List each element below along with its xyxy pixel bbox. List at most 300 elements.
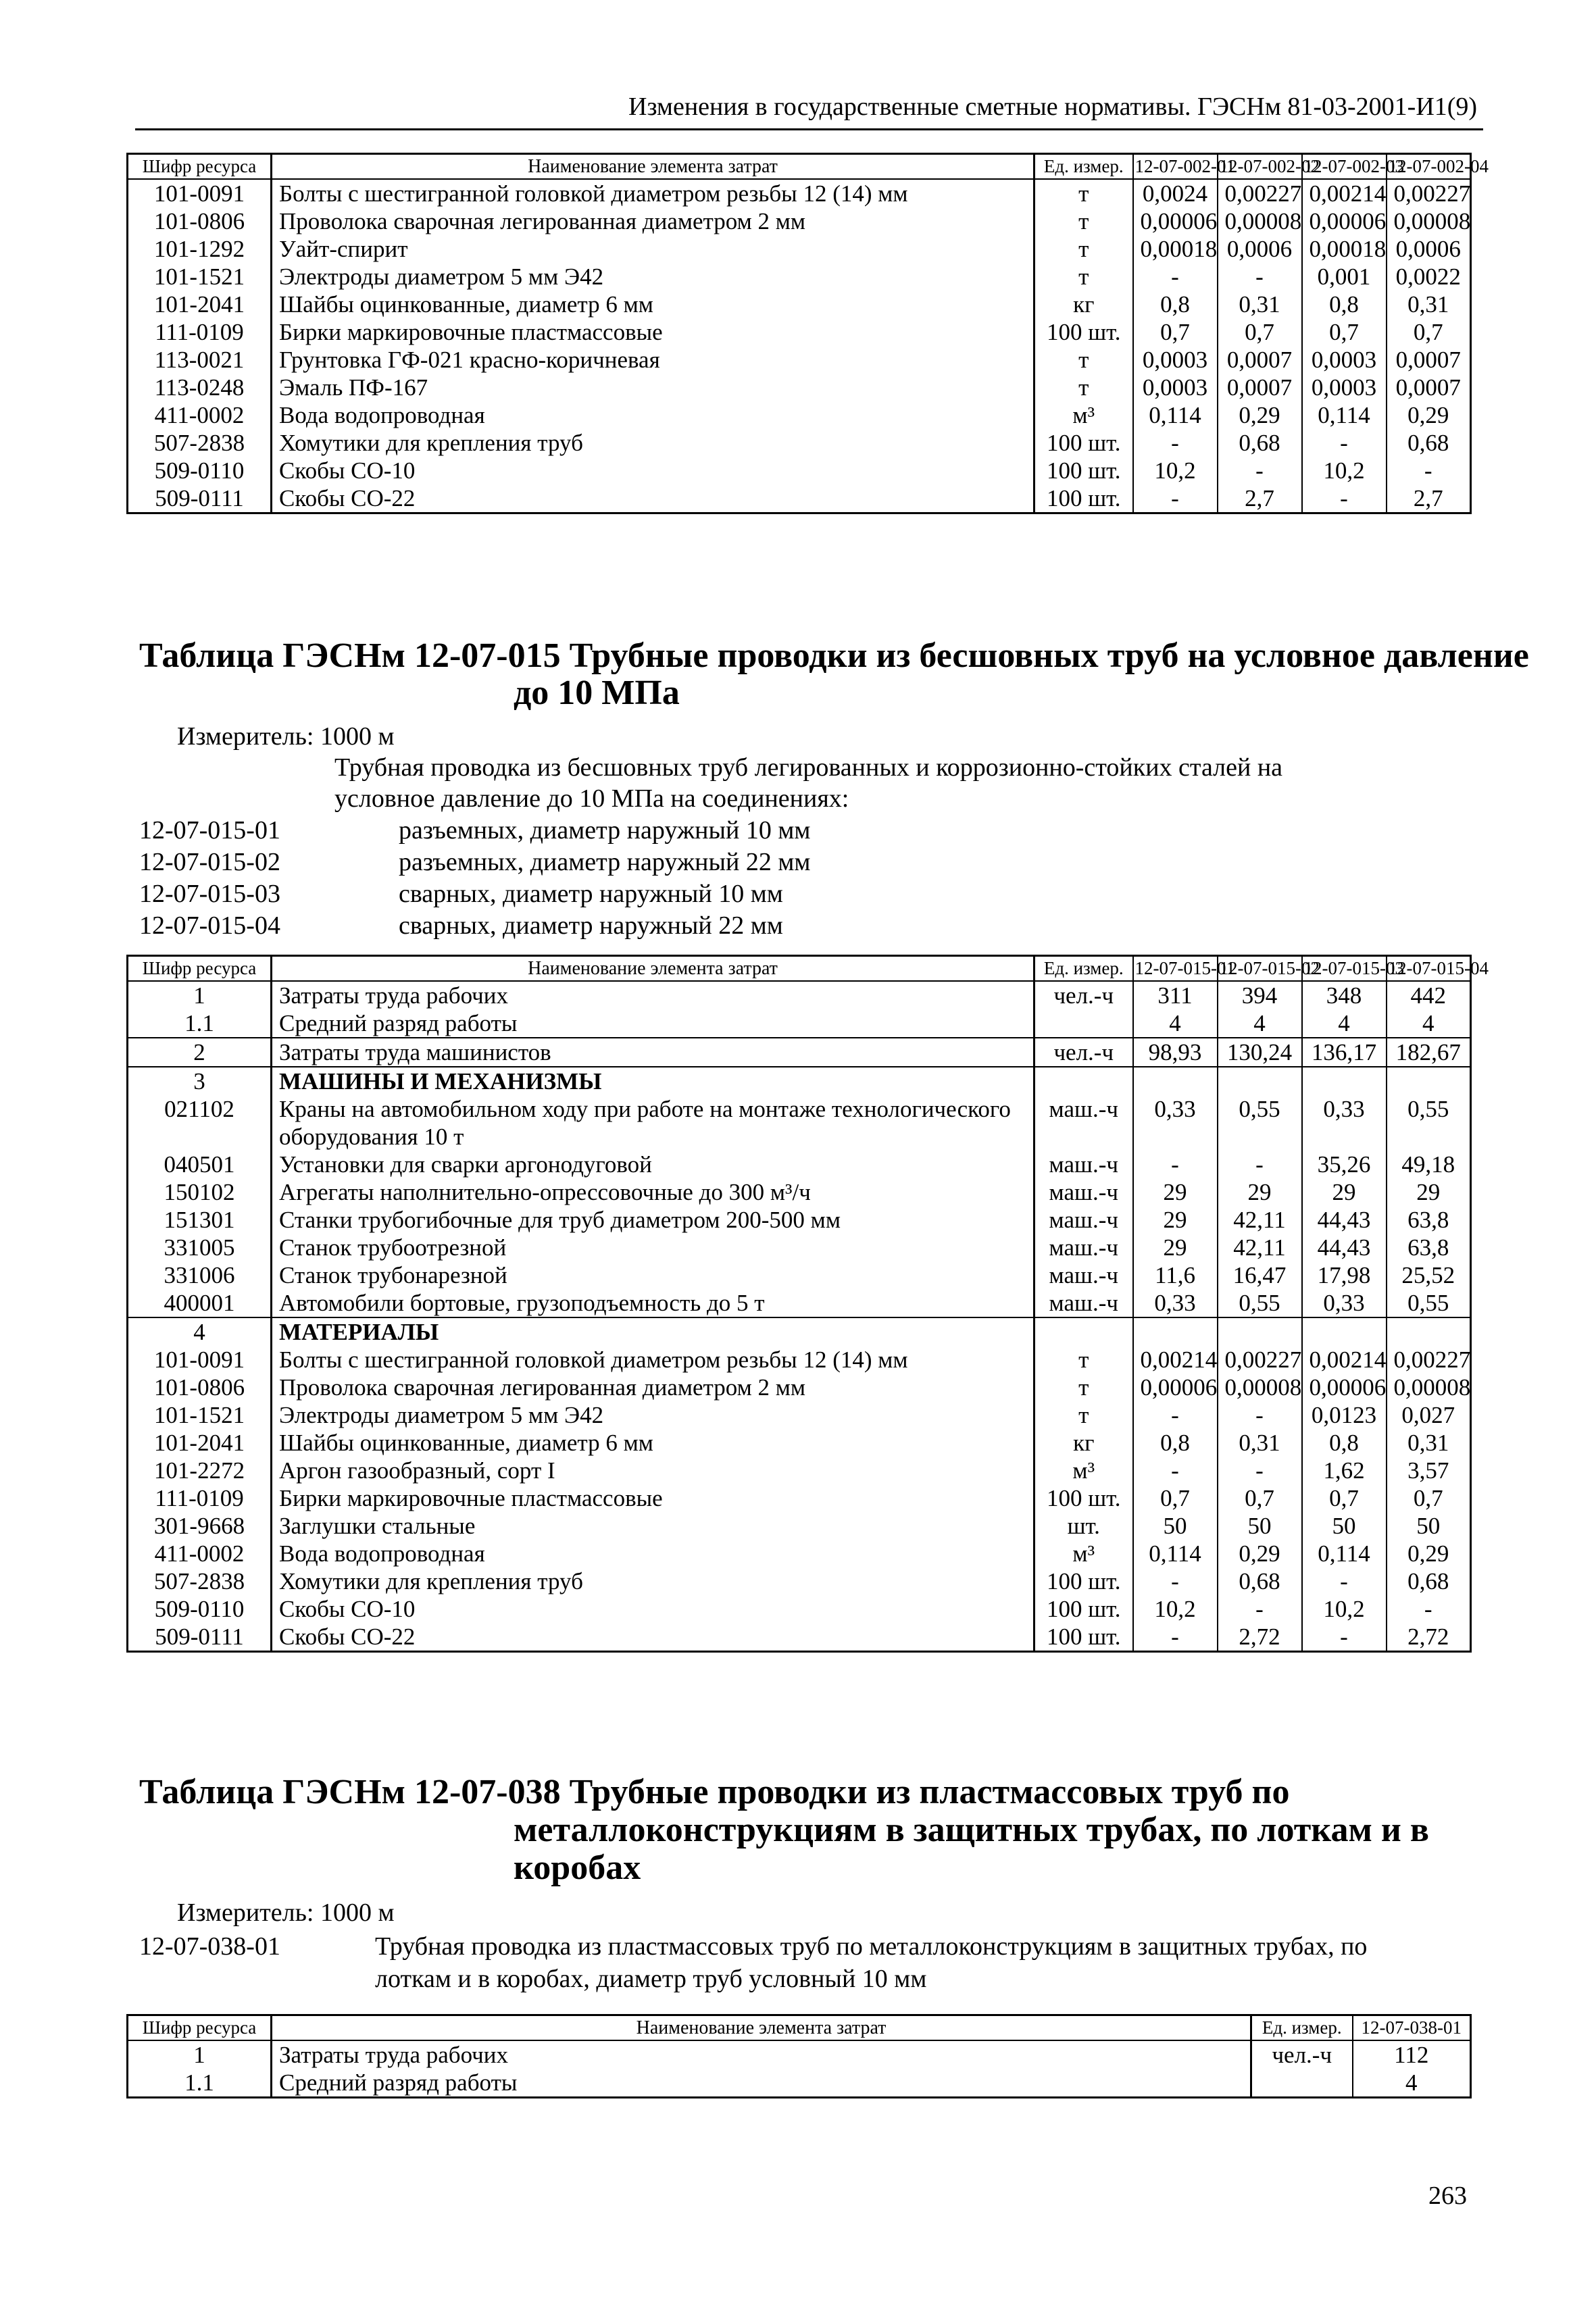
resource-name: Затраты труда машинистов	[272, 1038, 1034, 1067]
table-row	[128, 981, 1471, 1009]
norm-value: -	[1218, 1595, 1302, 1623]
resource-name: Станок трубоотрезной	[272, 1234, 1034, 1261]
resource-name: Хомутики для крепления труб	[272, 429, 1034, 457]
resource-unit: маш.-ч	[1034, 1206, 1133, 1234]
norm-value: 29	[1133, 1206, 1218, 1234]
table-row	[128, 346, 1471, 374]
norm-value: 0,68	[1218, 429, 1302, 457]
resource-code: 3	[128, 1067, 272, 1095]
resource-name: Грунтовка ГФ-021 красно-коричневая	[272, 346, 1034, 374]
norm-value: -	[1133, 1623, 1218, 1652]
norm-value: 0,55	[1387, 1095, 1471, 1151]
col-header-name: Наименование элемента затрат	[272, 956, 1034, 982]
resource-unit: 100 шт.	[1034, 318, 1133, 346]
table-row	[128, 207, 1471, 235]
table-row	[128, 2069, 1471, 2098]
norm-value: 0,8	[1133, 1429, 1218, 1457]
norm-value: 0,00227	[1218, 179, 1302, 207]
norm-value: -	[1302, 1567, 1387, 1595]
norm-value: 98,93	[1133, 1038, 1218, 1067]
norm-text: разъемных, диаметр наружный 10 мм	[399, 816, 811, 845]
resource-code: 411-0002	[154, 1540, 245, 1567]
table-body	[128, 179, 1471, 513]
table-row	[128, 263, 1471, 291]
norm-value: 49,18	[1387, 1151, 1471, 1178]
norm-value: -	[1133, 1401, 1218, 1429]
section-row	[128, 1317, 1471, 1346]
resource-name: Электроды диаметром 5 мм Э42	[272, 1401, 1034, 1429]
col-header-norm: 12-07-038-01	[1353, 2015, 1471, 2041]
resource-name: Средний разряд работы	[272, 2069, 1251, 2098]
norm-value: 0,027	[1387, 1401, 1471, 1429]
norm-value: 0,00018	[1302, 235, 1387, 263]
resource-name: Станок трубонарезной	[272, 1261, 1034, 1289]
norm-value: -	[1387, 457, 1471, 484]
norm-value: 0,00227	[1218, 1346, 1302, 1374]
norm-value: 2,7	[1218, 484, 1302, 513]
resource-code: 101-0091	[153, 1347, 245, 1373]
col-header-name: Наименование элемента затрат	[272, 2015, 1251, 2041]
norm-value: -	[1387, 1595, 1471, 1623]
norm-value: 0,68	[1387, 1567, 1471, 1595]
norm-value: 0,00008	[1218, 1374, 1302, 1401]
norm-value: 0,0007	[1387, 374, 1471, 401]
norm-value: 0,00018	[1133, 235, 1218, 263]
table-row	[128, 1095, 1471, 1151]
resource-code: 509-0111	[155, 1624, 244, 1650]
norm-value: 0,0003	[1133, 374, 1218, 401]
norm-value: 0,7	[1218, 1484, 1302, 1512]
norm-value: -	[1133, 263, 1218, 291]
col-header-norm: 12-07-015-03	[1302, 956, 1387, 982]
resource-unit: 100 шт.	[1034, 429, 1133, 457]
header-rule	[135, 128, 1483, 130]
resource-name: Эмаль ПФ-167	[272, 374, 1034, 401]
norm-code: 12-07-015-01	[139, 816, 280, 845]
resource-name: Затраты труда рабочих	[272, 981, 1034, 1009]
norm-value	[1302, 1317, 1387, 1346]
resource-name: Электроды диаметром 5 мм Э42	[272, 263, 1034, 291]
norm-value: 0,68	[1218, 1567, 1302, 1595]
table-title-12-07-015-cont: до 10 МПа	[514, 674, 680, 712]
norm-value: 63,8	[1387, 1234, 1471, 1261]
resource-name: Скобы СО-10	[272, 457, 1034, 484]
resource-unit: т	[1034, 207, 1133, 235]
norm-value: -	[1133, 1457, 1218, 1484]
resource-name: МАШИНЫ И МЕХАНИЗМЫ	[272, 1067, 1034, 1095]
norm-value: 50	[1133, 1512, 1218, 1540]
norm-value: 130,24	[1218, 1038, 1302, 1067]
norm-value: -	[1302, 1623, 1387, 1652]
norm-value: 44,43	[1302, 1206, 1387, 1234]
resource-code: 1	[193, 2042, 205, 2068]
norm-value: 394	[1218, 981, 1302, 1009]
norm-value: 17,98	[1302, 1261, 1387, 1289]
norm-value: 4	[1387, 1009, 1471, 1038]
resource-code: 509-0110	[154, 1596, 245, 1622]
norm-value: 42,11	[1218, 1206, 1302, 1234]
table-row	[128, 291, 1471, 318]
norm-value: 50	[1387, 1512, 1471, 1540]
norm-value: 0,001	[1302, 263, 1387, 291]
norm-value: -	[1218, 457, 1302, 484]
norm-value: -	[1218, 263, 1302, 291]
table-row	[128, 1401, 1471, 1429]
norm-value: 0,0006	[1387, 235, 1471, 263]
norm-value: -	[1133, 1567, 1218, 1595]
table-row	[128, 1512, 1471, 1540]
resource-code: 509-0111	[155, 485, 244, 511]
resource-name: Вода водопроводная	[272, 1540, 1034, 1567]
work-description-cont: условное давление до 10 МПа на соединениях:	[334, 784, 849, 813]
resource-code: 411-0002	[154, 402, 245, 428]
resource-code: 101-2041	[153, 1430, 245, 1456]
resource-code: 111-0109	[155, 319, 244, 345]
norm-value: 0,00008	[1387, 1374, 1471, 1401]
table-header-row	[128, 2015, 1471, 2041]
norm-value: 16,47	[1218, 1261, 1302, 1289]
resource-table-12-07-038	[126, 2014, 1472, 2098]
resource-name: Вода водопроводная	[272, 401, 1034, 429]
norm-value: 0,31	[1387, 1429, 1471, 1457]
table-row	[128, 1151, 1471, 1178]
norm-value: 0,114	[1302, 1540, 1387, 1567]
resource-code: 113-0021	[154, 347, 245, 373]
resource-name: Станки трубогибочные для труб диаметром 200-500 мм	[272, 1206, 1034, 1234]
resource-unit: маш.-ч	[1034, 1178, 1133, 1206]
norm-value: 10,2	[1133, 457, 1218, 484]
table-row	[128, 429, 1471, 457]
norm-value: 42,11	[1218, 1234, 1302, 1261]
resource-unit: кг	[1034, 291, 1133, 318]
resource-code: 101-1521	[153, 1402, 245, 1428]
norm-value: 0,31	[1218, 291, 1302, 318]
table-title-12-07-015: Таблица ГЭСНм 12-07-015 Трубные проводки из бесшовных труб на условное давление	[139, 636, 1529, 675]
resource-code: 101-0091	[153, 180, 245, 207]
resource-unit	[1034, 1317, 1133, 1346]
resource-code: 331005	[164, 1234, 235, 1261]
norm-value: -	[1218, 1457, 1302, 1484]
norm-value: 2,72	[1387, 1623, 1471, 1652]
resource-code: 507-2838	[153, 430, 245, 456]
norm-value: 1,62	[1302, 1457, 1387, 1484]
norm-value: 0,114	[1302, 401, 1387, 429]
running-header: Изменения в государственные сметные нормативы. ГЭСНм 81-03-2001-И1(9)	[628, 93, 1478, 121]
norm-value	[1387, 1317, 1471, 1346]
table-header-row	[128, 956, 1471, 982]
norm-value: -	[1302, 484, 1387, 513]
norm-value: 25,52	[1387, 1261, 1471, 1289]
norm-value: 0,114	[1133, 1540, 1218, 1567]
norm-value: 0,7	[1302, 1484, 1387, 1512]
resource-name: Проволока сварочная легированная диаметром 2 мм	[272, 207, 1034, 235]
resource-code: 400001	[164, 1290, 235, 1316]
table-row	[128, 374, 1471, 401]
norm-value: 0,114	[1133, 401, 1218, 429]
resource-name: Болты с шестигранной головкой диаметром резьбы 12 (14) мм	[272, 179, 1034, 207]
table-row	[128, 1484, 1471, 1512]
norm-code: 12-07-015-03	[139, 880, 280, 908]
meter-label: Измеритель: 1000 м	[177, 722, 395, 751]
norm-value: 182,67	[1387, 1038, 1471, 1067]
resource-unit: т	[1034, 1346, 1133, 1374]
norm-value: 29	[1302, 1178, 1387, 1206]
resource-unit: чел.-ч	[1034, 1038, 1133, 1067]
norm-value: 29	[1133, 1234, 1218, 1261]
norm-code: 12-07-015-04	[139, 911, 280, 940]
norm-value: 0,29	[1387, 1540, 1471, 1567]
norm-value: 50	[1302, 1512, 1387, 1540]
resource-code: 2	[128, 1038, 272, 1067]
norm-value: 2,7	[1387, 484, 1471, 513]
norm-value: 0,00227	[1387, 179, 1471, 207]
norm-text-cont: лоткам и в коробах, диаметр труб условный 10 мм	[375, 1965, 927, 1993]
resource-name: Средний разряд работы	[272, 1009, 1034, 1038]
col-header-norm: 12-07-002-02	[1218, 154, 1302, 180]
table-row	[128, 484, 1471, 513]
table-row	[128, 2040, 1471, 2069]
resource-name: Проволока сварочная легированная диаметром 2 мм	[272, 1374, 1034, 1401]
table-row	[128, 1206, 1471, 1234]
resource-code: 021102	[164, 1096, 234, 1122]
norm-value: -	[1302, 429, 1387, 457]
resource-name: Хомутики для крепления труб	[272, 1567, 1034, 1595]
table-row	[128, 1178, 1471, 1206]
norm-value: 3,57	[1387, 1457, 1471, 1484]
resource-name: Автомобили бортовые, грузоподъемность до 5 т	[272, 1289, 1034, 1317]
norm-value	[1133, 1317, 1218, 1346]
norm-value: 0,8	[1302, 291, 1387, 318]
resource-code: 1	[193, 982, 205, 1009]
table-body	[128, 2040, 1471, 2098]
section-row	[128, 1067, 1471, 1095]
resource-name: Шайбы оцинкованные, диаметр 6 мм	[272, 291, 1034, 318]
col-header-norm: 12-07-002-03	[1302, 154, 1387, 180]
resource-code: 509-0110	[154, 457, 245, 484]
table-row	[128, 318, 1471, 346]
norm-value: 0,33	[1133, 1289, 1218, 1317]
table-row	[128, 1374, 1471, 1401]
norm-value: 0,7	[1387, 318, 1471, 346]
norm-value: 0,33	[1302, 1095, 1387, 1151]
resource-code: 101-2041	[153, 291, 245, 318]
table-row	[128, 1234, 1471, 1261]
resource-code: 111-0109	[155, 1485, 244, 1511]
norm-value: 11,6	[1133, 1261, 1218, 1289]
norm-value: 0,55	[1218, 1289, 1302, 1317]
norm-value: 44,43	[1302, 1234, 1387, 1261]
table-row	[128, 1540, 1471, 1567]
resource-code: 151301	[164, 1207, 235, 1233]
norm-value: 0,00008	[1218, 207, 1302, 235]
norm-value: 0,0003	[1133, 346, 1218, 374]
resource-name: МАТЕРИАЛЫ	[272, 1317, 1034, 1346]
norm-code: 12-07-038-01	[139, 1932, 280, 1961]
table-row	[128, 1261, 1471, 1289]
resource-name: Уайт-спирит	[272, 235, 1034, 263]
page-number: 263	[1428, 2182, 1467, 2210]
resource-unit: чел.-ч	[1251, 2040, 1353, 2069]
col-header-unit: Ед. измер.	[1034, 956, 1133, 982]
norm-value: 0,33	[1133, 1095, 1218, 1151]
norm-value: 0,68	[1387, 429, 1471, 457]
resource-name: Скобы СО-22	[272, 1623, 1034, 1652]
resource-name: Установки для сварки аргонодуговой	[272, 1151, 1034, 1178]
resource-code: 301-9668	[153, 1513, 245, 1539]
norm-value: 0,0022	[1387, 263, 1471, 291]
resource-unit: 100 шт.	[1034, 1595, 1133, 1623]
norm-value: 442	[1387, 981, 1471, 1009]
norm-value: 0,0123	[1302, 1401, 1387, 1429]
norm-text: Трубная проводка из пластмассовых труб по металлоконструкциям в защитных трубах, по	[375, 1932, 1368, 1961]
resource-unit: шт.	[1034, 1512, 1133, 1540]
table-row	[128, 1038, 1471, 1067]
resource-unit: м³	[1034, 1457, 1133, 1484]
norm-value: 63,8	[1387, 1206, 1471, 1234]
norm-value: 4	[1218, 1009, 1302, 1038]
col-header-code: Шифр ресурса	[128, 956, 272, 982]
norm-value: -	[1133, 1151, 1218, 1178]
norm-value: 0,00214	[1133, 1346, 1218, 1374]
col-header-norm: 12-07-015-02	[1218, 956, 1302, 982]
norm-value: 0,0007	[1387, 346, 1471, 374]
norm-text: разъемных, диаметр наружный 22 мм	[399, 848, 811, 876]
resource-name: Скобы СО-10	[272, 1595, 1034, 1623]
resource-unit: т	[1034, 179, 1133, 207]
norm-value: 348	[1302, 981, 1387, 1009]
norm-value: 4	[1353, 2069, 1471, 2098]
norm-value: 0,7	[1133, 318, 1218, 346]
norm-value: 29	[1218, 1178, 1302, 1206]
norm-value: 0,00214	[1302, 1346, 1387, 1374]
resource-name: Затраты труда рабочих	[272, 2040, 1251, 2069]
resource-unit: маш.-ч	[1034, 1261, 1133, 1289]
norm-value: 29	[1133, 1178, 1218, 1206]
resource-code: 040501	[164, 1151, 235, 1178]
resource-unit	[1034, 1009, 1133, 1038]
norm-value: 0,00006	[1302, 1374, 1387, 1401]
norm-value	[1387, 1067, 1471, 1095]
norm-value	[1302, 1067, 1387, 1095]
table-row	[128, 1346, 1471, 1374]
norm-value: 0,29	[1387, 401, 1471, 429]
col-header-norm: 12-07-015-01	[1133, 956, 1218, 982]
col-header-unit: Ед. измер.	[1034, 154, 1133, 180]
norm-text: сварных, диаметр наружный 10 мм	[399, 880, 783, 908]
resource-code: 507-2838	[153, 1568, 245, 1594]
resource-code: 150102	[164, 1179, 235, 1205]
norm-value: -	[1133, 484, 1218, 513]
table-title-12-07-038-cont: металлоконструкциям в защитных трубах, по лоткам и в	[514, 1811, 1429, 1849]
resource-unit: 100 шт.	[1034, 1567, 1133, 1595]
table-row	[128, 1429, 1471, 1457]
norm-code: 12-07-015-02	[139, 848, 280, 876]
resource-code: 113-0248	[154, 374, 245, 401]
norm-value: 0,7	[1218, 318, 1302, 346]
resource-unit: т	[1034, 346, 1133, 374]
resource-unit: 100 шт.	[1034, 484, 1133, 513]
norm-value	[1133, 1067, 1218, 1095]
norm-value: 0,29	[1218, 1540, 1302, 1567]
resource-unit: чел.-ч	[1034, 981, 1133, 1009]
norm-value: 0,8	[1133, 291, 1218, 318]
norm-value: 10,2	[1302, 1595, 1387, 1623]
table-title-12-07-038: Таблица ГЭСНм 12-07-038 Трубные проводки из пластмассовых труб по	[139, 1773, 1290, 1811]
col-header-code: Шифр ресурса	[128, 2015, 272, 2041]
table-row	[128, 1567, 1471, 1595]
table-row	[128, 235, 1471, 263]
norm-value: 0,00008	[1387, 207, 1471, 235]
resource-unit: маш.-ч	[1034, 1151, 1133, 1178]
resource-code: 331006	[164, 1262, 235, 1288]
table-row	[128, 1009, 1471, 1038]
table-body	[128, 981, 1471, 1652]
col-header-norm: 12-07-015-04	[1387, 956, 1471, 982]
norm-value: 10,2	[1302, 457, 1387, 484]
resource-name: Шайбы оцинкованные, диаметр 6 мм	[272, 1429, 1034, 1457]
resource-code: 101-2272	[153, 1457, 245, 1484]
norm-value: 0,29	[1218, 401, 1302, 429]
norm-value: 0,0003	[1302, 374, 1387, 401]
resource-unit: т	[1034, 263, 1133, 291]
table-row	[128, 1623, 1471, 1652]
resource-unit: т	[1034, 1401, 1133, 1429]
norm-value: 0,55	[1218, 1095, 1302, 1151]
norm-value: 4	[1133, 1009, 1218, 1038]
resource-code: 1.1	[184, 1010, 214, 1036]
table-title-12-07-038-cont2: коробах	[514, 1848, 641, 1887]
resource-unit: м³	[1034, 401, 1133, 429]
norm-value	[1218, 1067, 1302, 1095]
col-header-name: Наименование элемента затрат	[272, 154, 1034, 180]
norm-value: 136,17	[1302, 1038, 1387, 1067]
norm-value: 0,0003	[1302, 346, 1387, 374]
resource-name: Бирки маркировочные пластмассовые	[272, 1484, 1034, 1512]
norm-value: 35,26	[1302, 1151, 1387, 1178]
norm-value: 0,31	[1218, 1429, 1302, 1457]
resource-unit	[1034, 1067, 1133, 1095]
norm-value: 0,7	[1302, 318, 1387, 346]
resource-code: 4	[128, 1317, 272, 1346]
table-row	[128, 1457, 1471, 1484]
resource-name: Краны на автомобильном ходу при работе на монтаже технологического оборудования 10 т	[272, 1095, 1034, 1151]
norm-value: 0,55	[1387, 1289, 1471, 1317]
resource-table-12-07-002	[126, 153, 1489, 514]
col-header-unit: Ед. измер.	[1251, 2015, 1353, 2041]
resource-unit: 100 шт.	[1034, 1623, 1133, 1652]
table-header-row	[128, 154, 1471, 180]
resource-code: 101-1292	[153, 236, 245, 262]
norm-value: 0,31	[1387, 291, 1471, 318]
norm-value: 0,0024	[1133, 179, 1218, 207]
resource-code: 101-0806	[153, 208, 245, 234]
resource-unit: 100 шт.	[1034, 457, 1133, 484]
norm-value: 4	[1302, 1009, 1387, 1038]
work-description: Трубная проводка из бесшовных труб легированных и коррозионно-стойких сталей на	[334, 753, 1283, 782]
col-header-norm: 12-07-002-01	[1133, 154, 1218, 180]
table-row	[128, 457, 1471, 484]
norm-value: 10,2	[1133, 1595, 1218, 1623]
norm-value: 0,00214	[1302, 179, 1387, 207]
norm-value	[1218, 1317, 1302, 1346]
norm-value: 0,00006	[1133, 1374, 1218, 1401]
norm-value: -	[1218, 1151, 1302, 1178]
resource-code: 1.1	[184, 2069, 214, 2096]
norm-value: 112	[1353, 2040, 1471, 2069]
norm-value: 0,00227	[1387, 1346, 1471, 1374]
norm-value: 0,0007	[1218, 374, 1302, 401]
resource-unit	[1251, 2069, 1353, 2098]
